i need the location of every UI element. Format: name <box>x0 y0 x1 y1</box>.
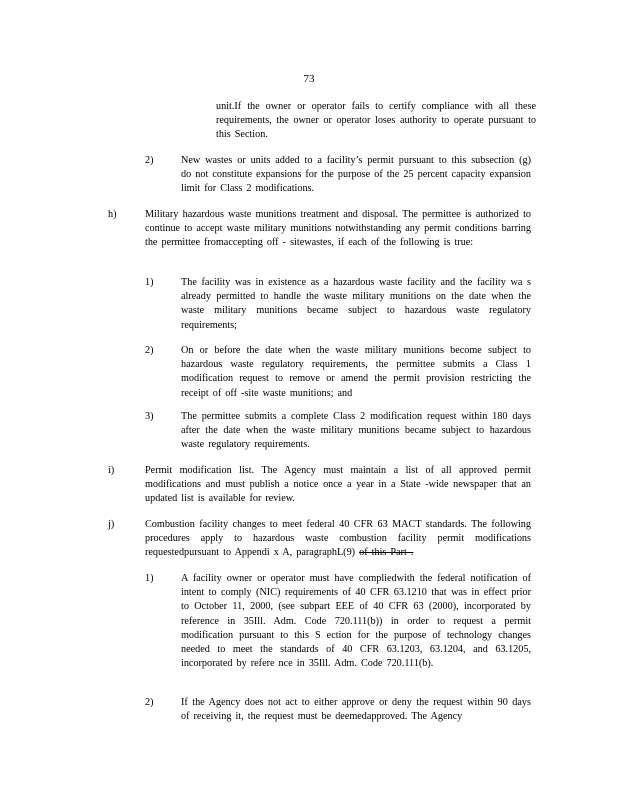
section-label: i) <box>108 465 115 476</box>
item-h2-text: On or before the date when the waste military munitions become subject to hazardous waste regulatory requirements, the permittee submits a Class 1 modification request to remove or amend the permit provision restricting the receipt of off -site waste munitions; and <box>181 345 531 399</box>
item-h3-text: The permittee submits a complete Class 2 modification request within 180 days after the date when the waste military munitions became subject to hazardous waste regulatory requirements. <box>181 411 531 451</box>
item-label: 2) <box>145 345 154 356</box>
item-label: 1) <box>145 277 154 288</box>
section-j-struck-text: of this Part . <box>359 547 414 559</box>
section-j-text <box>145 518 531 561</box>
page-number: 73 <box>303 73 315 85</box>
section-h-text: Military hazardous waste munitions treatment and disposal. The permittee is authorized to continue to accept waste military munitions notwithstanding any permit conditions barring the permittee fromaccepting off - sitewastes, if each of the following is true: <box>145 209 531 249</box>
item-label: 1) <box>145 573 154 584</box>
section-j-main-text: Combustion facility changes to meet federal 40 CFR 63 MACT standards. The following procedures apply to hazardous waste combustion facility permit modifications requestedpursuant to Appendi x A, paragraphL(9) <box>145 519 531 559</box>
item-j1-text: A facility owner or operator must have compliedwith the federal notification of intent to comply (NIC) requirements of 40 CFR 63.1210 that was in effect prior to October 11, 2000, (see subpart EEE of 40 CFR 63 (2000), incorporated by reference in 35Ill. Adm. Code 720.111(b)) in order to request a permit modification pursuant to this S ection for the purpose of technology changes needed to meet the standards of 40 CFR 63.1203, 63.1204, and 63.1205, incorporated by refere nce in 35Ill. Adm. Code 720.111(b). <box>181 573 531 670</box>
item-label: 3) <box>145 411 154 422</box>
section-label: h) <box>108 209 117 220</box>
section-label: j) <box>108 519 115 530</box>
item-label: 2) <box>145 697 154 708</box>
section-i-text: Permit modification list. The Agency must maintain a list of all approved permit modifications and must publish a notice once a year in a State -wide newspaper that an updated list is available for review. <box>145 465 531 505</box>
item-label: 2) <box>145 155 154 166</box>
continuation-paragraph: unit.If the owner or operator fails to certify compliance with all these requirements, the owner or operator loses authority to operate pursuant to this Section. <box>216 101 536 141</box>
item-g2-text: New wastes or units added to a facility’s permit pursuant to this subsection (g) do not constitute expansions for the purpose of the 25 percent capacity expansion limit for Class 2 modifications. <box>181 155 531 195</box>
item-h1-text: The facility was in existence as a hazardous waste facility and the facility wa s already permitted to handle the waste military munitions on the date when the waste military munitions became subject to hazardous waste regulatory requirements; <box>181 277 531 331</box>
item-j2-text: If the Agency does not act to either approve or deny the request within 90 days of receiving it, the request must be deemedapproved. The Agency <box>181 697 531 723</box>
